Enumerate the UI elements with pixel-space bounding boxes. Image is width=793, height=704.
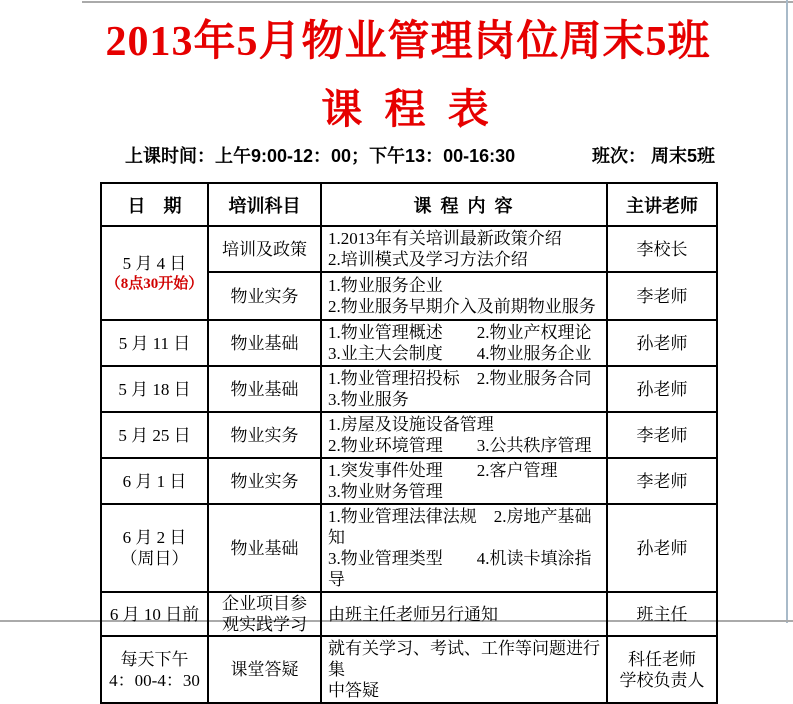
table-row	[101, 412, 717, 458]
class-time-label: 上课时间：上午9:00-12：00；下午13：00-16:30	[125, 146, 516, 166]
window-border-right	[786, 0, 788, 623]
subject-cell: 物业基础	[208, 504, 321, 592]
teacher-cell: 孙老师	[607, 366, 717, 412]
content-cell	[321, 320, 607, 366]
content-line: 3.物业财务管理	[328, 482, 443, 501]
content-cell	[321, 272, 607, 320]
date-cell: 6 月 1 日	[101, 458, 208, 504]
content-line: 1.物业服务企业	[328, 276, 443, 295]
date-text: 5 月 4 日	[122, 253, 187, 273]
teacher-cell: 孙老师	[607, 504, 717, 592]
date-cell: 6 月 10 日前	[101, 592, 208, 636]
content-line: 1.物业管理法律法规 2.房地产基础知	[328, 507, 592, 547]
teacher-cell: 李老师	[607, 458, 717, 504]
content-line: 就有关学习、考试、工作等问题进行集	[328, 639, 600, 679]
content-line: 1.物业管理招投标 2.物业服务合同	[328, 369, 592, 388]
course-schedule-table	[100, 182, 718, 704]
date-time-range: 4：00-4：30	[109, 670, 200, 690]
subject-cell: 培训及政策	[208, 226, 321, 272]
date-cell: 5 月 25 日	[101, 412, 208, 458]
date-cell	[101, 504, 208, 592]
column-header-content: 课 程 内 容	[321, 183, 607, 226]
date-cell	[101, 226, 208, 320]
content-line: 3.物业服务	[328, 390, 409, 409]
date-cell: 5 月 18 日	[101, 366, 208, 412]
column-header-teacher: 主讲老师	[607, 183, 717, 226]
date-text: 6 月 2 日	[122, 528, 187, 547]
content-line: 1.突发事件处理 2.客户管理	[328, 461, 558, 480]
teacher-cell: 李老师	[607, 412, 717, 458]
teacher-line: 科任老师	[628, 649, 696, 669]
table-row	[101, 504, 717, 592]
teacher-cell: 班主任	[607, 592, 717, 636]
subject-cell: 物业基础	[208, 320, 321, 366]
page-title: 2013年5月物业管理岗位周末5班	[105, 19, 711, 65]
content-line: 1.房屋及设施设备管理	[328, 415, 494, 434]
class-number-label: 班次： 周末5班	[591, 146, 715, 166]
table-row	[101, 458, 717, 504]
subject-cell: 课堂答疑	[208, 636, 321, 703]
date-cell: 5 月 11 日	[101, 320, 208, 366]
column-header-date: 日 期	[101, 183, 208, 226]
content-cell	[321, 412, 607, 458]
table-row	[101, 366, 717, 412]
subject-line: 观实践学习	[222, 615, 307, 634]
content-cell	[321, 366, 607, 412]
content-cell	[321, 458, 607, 504]
content-line: 由班主任老师另行通知	[328, 604, 498, 624]
date-text: 每天下午	[120, 649, 189, 669]
subject-line: 企业项目参	[222, 594, 307, 613]
content-line: 3.业主大会制度 4.物业服务企业	[328, 344, 592, 363]
teacher-line: 学校负责人	[619, 670, 705, 690]
window-border-top	[82, 1, 793, 3]
content-line: 2.物业服务早期介入及前期物业服务	[328, 297, 596, 316]
table-row	[101, 226, 717, 272]
date-start-time-note: （8点30开始）	[105, 275, 204, 292]
content-line: 3.物业管理类型 4.机读卡填涂指导	[328, 549, 592, 589]
table-row	[101, 592, 717, 636]
table-header-row	[101, 183, 717, 226]
column-header-subject: 培训科目	[208, 183, 321, 226]
subject-cell: 物业实务	[208, 412, 321, 458]
content-line: 1.2013年有关培训最新政策介绍	[328, 229, 562, 248]
content-line: 1.物业管理概述 2.物业产权理论	[328, 323, 592, 342]
date-weekday-note: （周日）	[120, 549, 189, 568]
table-row	[101, 320, 717, 366]
table-row	[101, 636, 717, 703]
subject-cell: 物业基础	[208, 366, 321, 412]
content-cell	[321, 504, 607, 592]
teacher-cell	[607, 636, 717, 703]
teacher-cell: 李老师	[607, 272, 717, 320]
subject-cell: 物业实务	[208, 272, 321, 320]
teacher-cell: 孙老师	[607, 320, 717, 366]
subject-cell	[208, 592, 321, 636]
teacher-cell: 李校长	[607, 226, 717, 272]
schedule-info-line	[125, 142, 715, 168]
content-cell	[321, 592, 607, 636]
content-cell	[321, 636, 607, 703]
date-cell	[101, 636, 208, 703]
content-line: 2.培训模式及学习方法介绍	[328, 250, 528, 269]
content-cell	[321, 226, 607, 272]
subject-cell: 物业实务	[208, 458, 321, 504]
content-line: 2.物业环境管理 3.公共秩序管理	[328, 436, 592, 455]
content-line: 中答疑	[328, 681, 379, 700]
page-subtitle: 课 程 表	[321, 86, 495, 132]
